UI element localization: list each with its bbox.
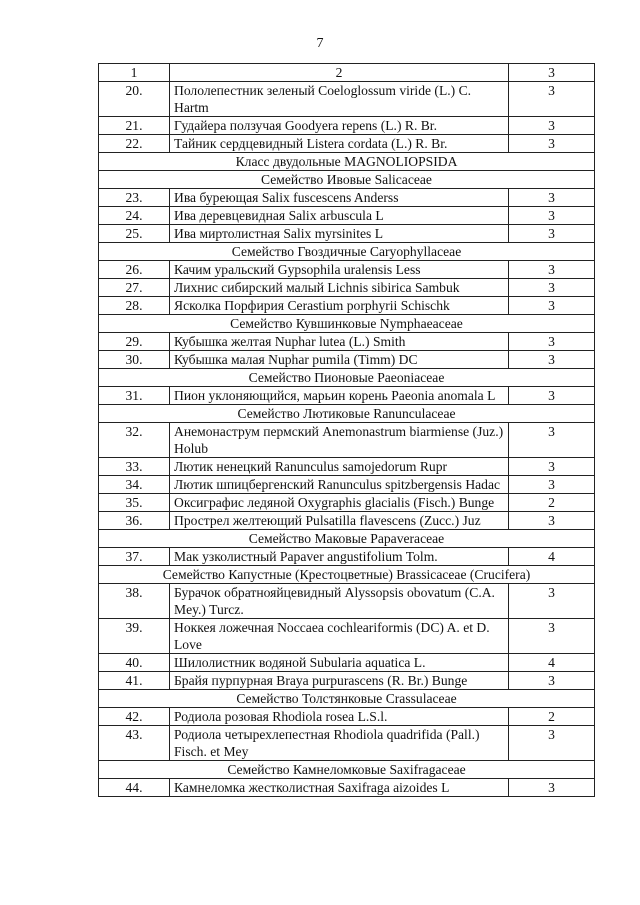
species-name: Мак узколистный Papaver angustifolium Tolm. bbox=[170, 548, 509, 566]
table-row bbox=[99, 261, 595, 279]
row-number: 38. bbox=[99, 584, 170, 619]
row-number: 32. bbox=[99, 423, 170, 458]
species-name: Шилолистник водяной Subularia aquatica L. bbox=[170, 654, 509, 672]
species-name: Прострел желтеющий Pulsatilla flavescens (Zucc.) Juz bbox=[170, 512, 509, 530]
row-number: 20. bbox=[99, 82, 170, 117]
row-number: 27. bbox=[99, 279, 170, 297]
species-name: Оксиграфис ледяной Oxygraphis glacialis (Fisch.) Bunge bbox=[170, 494, 509, 512]
category-value: 3 bbox=[509, 779, 595, 797]
row-number: 40. bbox=[99, 654, 170, 672]
row-number: 26. bbox=[99, 261, 170, 279]
category-value: 3 bbox=[509, 333, 595, 351]
table-row bbox=[99, 494, 595, 512]
species-name: Камнеломка жестколистная Saxifraga aizoides L bbox=[170, 779, 509, 797]
species-name: Брайя пурпурная Braya purpurascens (R. Br.) Bunge bbox=[170, 672, 509, 690]
row-number: 43. bbox=[99, 726, 170, 761]
species-name: Ива миртолистная Salix myrsinites L bbox=[170, 225, 509, 243]
category-value: 3 bbox=[509, 458, 595, 476]
row-number: 28. bbox=[99, 297, 170, 315]
table-row bbox=[99, 458, 595, 476]
table-row bbox=[99, 654, 595, 672]
species-name: Ноккея ложечная Noccaea cochleariformis (DC) A. et D. Love bbox=[170, 619, 509, 654]
species-name: Ива буреющая Salix fuscescens Anderss bbox=[170, 189, 509, 207]
table-row bbox=[99, 297, 595, 315]
header-cell-name: 2 bbox=[170, 64, 509, 82]
category-value: 4 bbox=[509, 654, 595, 672]
category-value: 3 bbox=[509, 135, 595, 153]
category-value: 3 bbox=[509, 225, 595, 243]
category-value: 3 bbox=[509, 726, 595, 761]
page-number: 7 bbox=[316, 36, 324, 51]
section-header-row bbox=[99, 153, 595, 171]
row-number: 21. bbox=[99, 117, 170, 135]
section-header-row bbox=[99, 566, 595, 584]
category-value: 3 bbox=[509, 619, 595, 654]
species-name: Ива деревцевидная Salix arbuscula L bbox=[170, 207, 509, 225]
table-row bbox=[99, 279, 595, 297]
table-row bbox=[99, 726, 595, 761]
table-row bbox=[99, 708, 595, 726]
table-row bbox=[99, 584, 595, 619]
row-number: 24. bbox=[99, 207, 170, 225]
table-row bbox=[99, 779, 595, 797]
row-number: 36. bbox=[99, 512, 170, 530]
category-value: 2 bbox=[509, 494, 595, 512]
category-value: 3 bbox=[509, 512, 595, 530]
section-title: Семейство Маковые Papaveraceae bbox=[99, 530, 595, 548]
row-number: 29. bbox=[99, 333, 170, 351]
category-value: 3 bbox=[509, 387, 595, 405]
section-title: Семейство Пионовые Paeoniaceae bbox=[99, 369, 595, 387]
row-number: 39. bbox=[99, 619, 170, 654]
species-name: Родиола четырехлепестная Rhodiola quadrifida (Pall.) Fisch. et Mey bbox=[170, 726, 509, 761]
section-title: Семейство Гвоздичные Caryophyllaceae bbox=[99, 243, 595, 261]
row-number: 37. bbox=[99, 548, 170, 566]
section-header-row bbox=[99, 171, 595, 189]
table-row bbox=[99, 189, 595, 207]
table-row bbox=[99, 207, 595, 225]
species-name: Бурачок обратнояйцевидный Alyssopsis obovatum (C.A. Mey.) Turcz. bbox=[170, 584, 509, 619]
category-value: 3 bbox=[509, 189, 595, 207]
row-number: 23. bbox=[99, 189, 170, 207]
section-header-row bbox=[99, 761, 595, 779]
category-value: 3 bbox=[509, 584, 595, 619]
table-row bbox=[99, 351, 595, 369]
section-title: Семейство Лютиковые Ranunculaceae bbox=[99, 405, 595, 423]
category-value: 3 bbox=[509, 297, 595, 315]
section-title: Семейство Ивовые Salicaceae bbox=[99, 171, 595, 189]
species-name: Гудайера ползучая Goodyera repens (L.) R. Br. bbox=[170, 117, 509, 135]
category-value: 3 bbox=[509, 672, 595, 690]
table-row bbox=[99, 387, 595, 405]
section-header-row bbox=[99, 530, 595, 548]
section-header-row bbox=[99, 315, 595, 333]
section-header-row bbox=[99, 369, 595, 387]
section-header-row bbox=[99, 243, 595, 261]
table-row bbox=[99, 117, 595, 135]
table-row bbox=[99, 476, 595, 494]
table-row bbox=[99, 135, 595, 153]
row-number: 44. bbox=[99, 779, 170, 797]
table-row bbox=[99, 619, 595, 654]
table-row bbox=[99, 672, 595, 690]
species-name: Кубышка малая Nuphar pumila (Timm) DC bbox=[170, 351, 509, 369]
section-title: Семейство Капустные (Крестоцветные) Brassicaceae (Crucifera) bbox=[99, 566, 595, 584]
table-row bbox=[99, 423, 595, 458]
species-name: Тайник сердцевидный Listera cordata (L.) R. Br. bbox=[170, 135, 509, 153]
species-name: Лютик шпицбергенский Ranunculus spitzbergensis Hadac bbox=[170, 476, 509, 494]
species-name: Кубышка желтая Nuphar lutea (L.) Smith bbox=[170, 333, 509, 351]
section-title: Класс двудольные MAGNOLIOPSIDA bbox=[99, 153, 595, 171]
category-value: 4 bbox=[509, 548, 595, 566]
species-name: Качим уральский Gypsophila uralensis Less bbox=[170, 261, 509, 279]
category-value: 3 bbox=[509, 476, 595, 494]
species-name: Ясколка Порфирия Cerastium porphyrii Schischk bbox=[170, 297, 509, 315]
category-value: 2 bbox=[509, 708, 595, 726]
table-row bbox=[99, 82, 595, 117]
species-name: Лютик ненецкий Ranunculus samojedorum Rupr bbox=[170, 458, 509, 476]
header-cell-number: 1 bbox=[99, 64, 170, 82]
category-value: 3 bbox=[509, 261, 595, 279]
category-value: 3 bbox=[509, 117, 595, 135]
category-value: 3 bbox=[509, 82, 595, 117]
row-number: 34. bbox=[99, 476, 170, 494]
species-table bbox=[98, 63, 595, 797]
table-header-row bbox=[99, 64, 595, 82]
row-number: 31. bbox=[99, 387, 170, 405]
table-row bbox=[99, 512, 595, 530]
species-name: Анемонаструм пермский Anemonastrum biarmiense (Juz.) Holub bbox=[170, 423, 509, 458]
section-title: Семейство Камнеломковые Saxifragaceae bbox=[99, 761, 595, 779]
category-value: 3 bbox=[509, 423, 595, 458]
section-header-row bbox=[99, 405, 595, 423]
row-number: 33. bbox=[99, 458, 170, 476]
category-value: 3 bbox=[509, 351, 595, 369]
species-name: Пололепестник зеленый Coeloglossum viride (L.) C. Hartm bbox=[170, 82, 509, 117]
row-number: 42. bbox=[99, 708, 170, 726]
row-number: 35. bbox=[99, 494, 170, 512]
row-number: 30. bbox=[99, 351, 170, 369]
row-number: 25. bbox=[99, 225, 170, 243]
section-title: Семейство Толстянковые Crassulaceae bbox=[99, 690, 595, 708]
header-cell-category: 3 bbox=[509, 64, 595, 82]
species-name: Пион уклоняющийся, марьин корень Paeonia anomala L bbox=[170, 387, 509, 405]
table-row bbox=[99, 548, 595, 566]
row-number: 22. bbox=[99, 135, 170, 153]
category-value: 3 bbox=[509, 207, 595, 225]
category-value: 3 bbox=[509, 279, 595, 297]
table-row bbox=[99, 225, 595, 243]
table-row bbox=[99, 333, 595, 351]
species-name: Лихнис сибирский малый Lichnis sibirica Sambuk bbox=[170, 279, 509, 297]
row-number: 41. bbox=[99, 672, 170, 690]
section-header-row bbox=[99, 690, 595, 708]
section-title: Семейство Кувшинковые Nymphaeaceae bbox=[99, 315, 595, 333]
species-name: Родиола розовая Rhodiola rosea L.S.l. bbox=[170, 708, 509, 726]
